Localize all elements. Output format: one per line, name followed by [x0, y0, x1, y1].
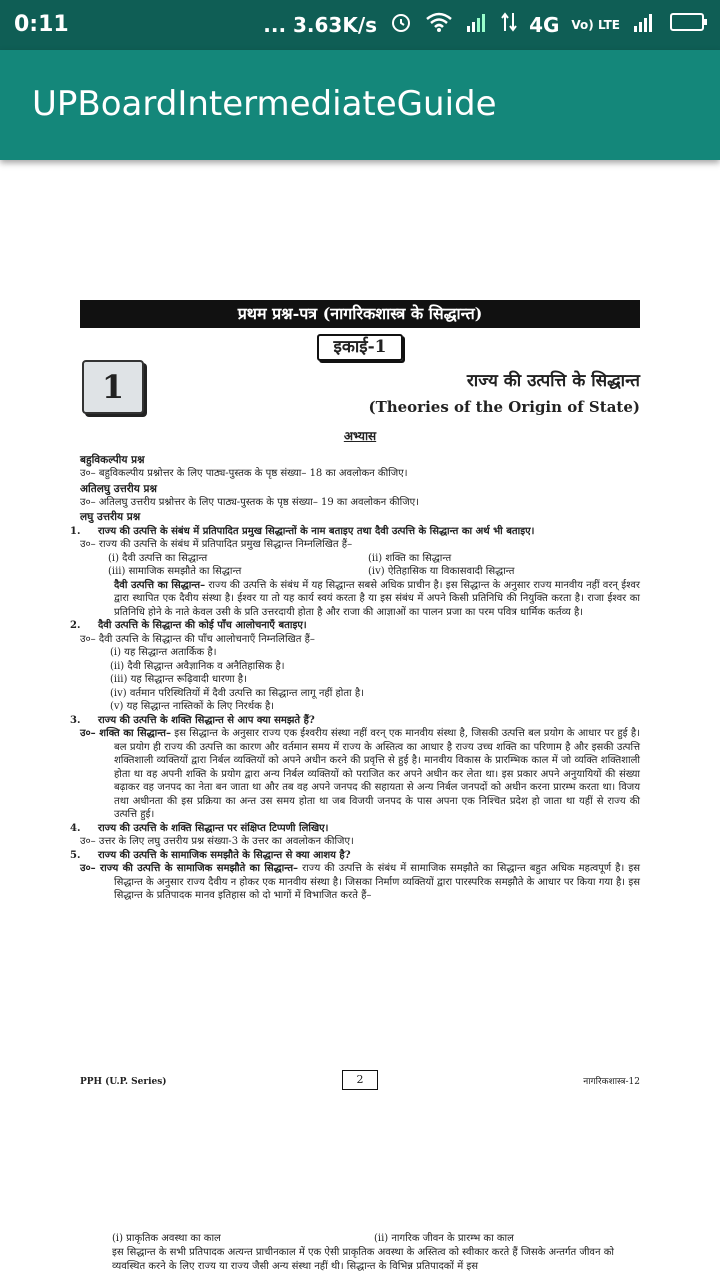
page-body [70, 452, 640, 903]
question-4: 4. राज्य की उत्पत्ति के शक्ति सिद्धान्त पर संक्षिप्त टिप्पणी लिखिए। [70, 822, 329, 834]
paper-header: प्रथम प्रश्न-पत्र (नागरिकशास्त्र के सिद्धान्त) [80, 300, 640, 328]
status-icons [263, 10, 708, 39]
page-number: 2 [342, 1070, 378, 1090]
practice-heading: अभ्यास [343, 429, 377, 443]
next-page-list-row [112, 1232, 642, 1246]
answer-1-intro: उ०– राज्य की उत्पत्ति के संबंध में प्रतिपादित प्रमुख सिद्धान्त निम्नलिखित हैं– [80, 539, 353, 551]
answer-3: उ०– शक्ति का सिद्धान्त– इस सिद्धान्त के अनुसार राज्य एक ईश्वरीय संस्था नहीं वरन् एक मानवीय संस्था है, जिसकी उत्पत्ति बल प्रयोग के आधार पर हुई है। बल प्रयोग ही राज्य की उत्पत्ति का कारण और वर्तमान समय में राज्य के अस्तित्व का आधार है राज्य उच्च शक्ति का परिणाम है और इसकी उत्पत्ति शक्तिशाली व्यक्तियों द्वारा निर्बल व्यक्तियों को अपने अधीन करने की प्रवृत्ति से हुई है। मानवीय विकास के प्रारम्भिक काल में जो व्यक्ति शक्तिशाली होता था वह अपनी शक्ति के प्रयोग द्वारा अन्य निर्बल व्यक्तियों को पराजित कर अपने अधीन कर लेता था। इस प्रकार अपने अनुयायियों की संख्या बढ़ाकर वह जनपद का नेता बन जाता था और तब वह अपने जनपद की सहायता से अन्य निर्बल जनपदों को अधीन करना प्रारम्भ करता था। विजय तथा अधीनता की इस प्रक्रिया का अन्त उस समय होता था जब विजयी जनपद के पास अपना एक निश्चित प्रदेश हो जाता था यहीं से राज्य की उत्पत्ति हुई। [80, 728, 640, 821]
list-item: (i) दैवी उत्पत्ति का सिद्धान्त [108, 552, 208, 564]
very-short-heading: अतिलघु उत्तरीय प्रश्न [80, 482, 157, 495]
list-item: (ii) शक्ति का सिद्धान्त [368, 552, 452, 564]
list-item: (ii) नागरिक जीवन के प्रारम्भ का काल [374, 1233, 514, 1244]
answer-2-intro: उ०– दैवी उत्पत्ति के सिद्धान्त की पाँच आलोचनाएँ निम्नलिखित हैं– [80, 633, 315, 645]
signal-icon-2 [632, 12, 658, 37]
clock: 0:11 [14, 12, 69, 37]
unit-label: इकाई-1 [317, 334, 403, 361]
network-type: 4G [529, 12, 560, 37]
answer-1-paragraph: दैवी उत्पत्ति का सिद्धान्त– राज्य की उत्पत्ति के संबंध में यह सिद्धान्त सबसे अधिक प्राचीन है। इस सिद्धान्त के अनुसार राज्य मानवीय नहीं वरन् ईश्वर द्वारा स्थापित एक दैवीय संस्था है। ईश्वर या तो यह कार्य स्वयं करता है या इस संबंध में अपने किसी प्रतिनिधि की नियुक्ति करता है। राजा ईश्वर का प्रतिनिधि होने के नाते केवल उसी के प्रति उत्तरदायी होता है और राजा की आज्ञाओं का पालन प्रजा का परम पवित्र धार्मिक कर्तव्य है। [114, 579, 640, 618]
answer-4: उ०– उत्तर के लिए लघु उत्तरीय प्रश्न संख्या-3 के उत्तर का अवलोकन कीजिए। [80, 836, 354, 848]
battery-icon [670, 12, 708, 37]
answer-1-list-row [80, 552, 640, 566]
publisher-label: PPH (U.P. Series) [80, 1077, 167, 1087]
question-2: 2. दैवी उत्पत्ति के सिद्धान्त की कोई पाँच आलोचनाएँ बताइए। [70, 620, 307, 632]
answer-1-list-row [80, 565, 640, 579]
list-item: (iii) यह सिद्धान्त रूढ़िवादी धारणा है। [110, 674, 247, 686]
answer-5: उ०– राज्य की उत्पत्ति के सामाजिक समझौते का सिद्धान्त– राज्य की उत्पत्ति के संबंध में सामाजिक समझौते का सिद्धान्त बहुत अधिक महत्वपूर्ण है। इस सिद्धान्त के अनुसार राज्य दैवीय न होकर एक मानवीय संस्था है। जिसका निर्माण व्यक्तियों द्वारा पारस्परिक समझौते के आधार पर किया गया है। इस सिद्धान्त के प्रतिपादक मानव इतिहास को दो भागों में विभाजित करते हैं– [80, 863, 640, 902]
data-transfer-icon [501, 11, 517, 38]
mcq-answer: उ०– बहुविकल्पीय प्रश्नोत्तर के लिए पाठ्य-पुस्तक के पृष्ठ संख्या– 18 का अवलोकन कीजिए। [80, 468, 408, 480]
chapter-title-hindi: राज्य की उत्पत्ति के सिद्धान्त [466, 371, 640, 391]
subject-code: नागरिकशास्त्र-12 [583, 1077, 640, 1087]
chapter-number: 1 [82, 360, 144, 414]
next-page-text: इस सिद्धान्त के सभी प्रतिपादक अत्यन्त प्राचीनकाल में एक ऐसी प्राकृतिक अवस्था के अस्तित्व को स्वीकार करते हैं जिसके अन्तर्गत जीवन को व्यवस्थित करने के लिए राज्य या राज्य जैसी अन्य संस्था नहीं थी। सिद्धान्त के विभिन्न प्रतिपादकों में इस [112, 1247, 614, 1272]
list-item: (v) यह सिद्धान्त नास्तिकों के लिए निरर्थक है। [110, 701, 275, 713]
net-speed: ... 3.63K/s [263, 12, 378, 37]
question-1: 1. राज्य की उत्पत्ति के संबंध में प्रतिपादित प्रमुख सिद्धान्तों के नाम बताइए तथा दैवी उत्पत्ति के सिद्धान्त का अर्थ भी बताइए। [70, 525, 535, 537]
chapter-title [368, 370, 640, 417]
wifi-icon [425, 11, 453, 38]
app-bar [0, 50, 720, 160]
answer-2-list [80, 646, 640, 714]
volte-indicator: Vo) LTE [571, 17, 620, 32]
list-item: (i) प्राकृतिक अवस्था का काल [112, 1233, 221, 1244]
very-short-answer: उ०– अतिलघु उत्तरीय प्रश्नोत्तर के लिए पाठ्य-पुस्तक के पृष्ठ संख्या– 19 का अवलोकन कीजिए। [80, 496, 419, 508]
mcq-heading: बहुविकल्पीय प्रश्न [80, 454, 145, 466]
book-page [70, 300, 640, 1087]
signal-icon [465, 12, 489, 37]
list-item: (i) यह सिद्धान्त अतार्किक है। [110, 647, 217, 659]
list-item: (iv) ऐतिहासिक या विकासवादी सिद्धान्त [368, 566, 515, 578]
status-bar [0, 0, 720, 50]
app-title: UPBoardIntermediateGuide [32, 84, 497, 124]
short-heading: लघु उत्तरीय प्रश्न [80, 511, 141, 524]
question-5: 5. राज्य की उत्पत्ति के सामाजिक समझौते के सिद्धान्त से क्या आशय है? [70, 849, 351, 861]
next-page-preview [112, 1232, 642, 1274]
alarm-icon [389, 10, 413, 39]
question-3: 3. राज्य की उत्पत्ति के शक्ति सिद्धान्त से आप क्या समझते हैं? [70, 714, 315, 726]
chapter-title-english: (Theories of the Origin of State) [368, 397, 640, 416]
list-item: (iv) वर्तमान परिस्थितियों में दैवी उत्पत्ति का सिद्धान्त लागू नहीं होता है। [110, 687, 364, 699]
list-item: (ii) दैवी सिद्धान्त अवैज्ञानिक व अनैतिहासिक है। [110, 660, 285, 672]
list-item: (iii) सामाजिक समझौते का सिद्धान्त [108, 566, 242, 578]
